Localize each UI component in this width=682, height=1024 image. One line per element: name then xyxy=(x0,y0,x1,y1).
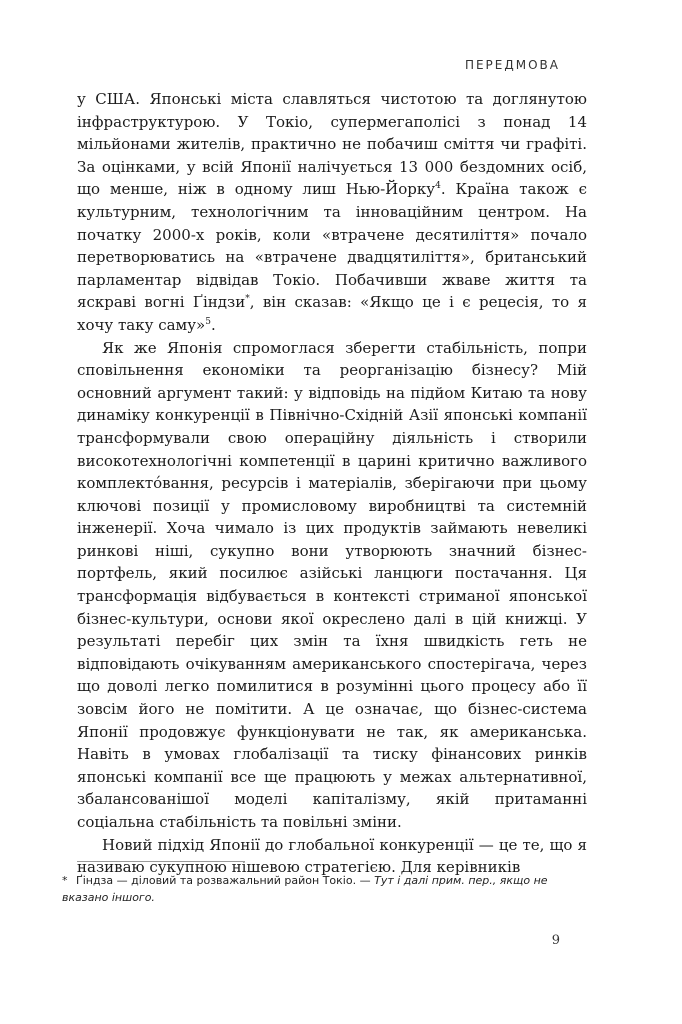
page-number: 9 xyxy=(551,933,560,948)
footnote-divider xyxy=(77,861,245,862)
paragraph-1-end: . xyxy=(210,315,216,334)
endnote-ref-5: 5 xyxy=(205,316,211,327)
endnote-ref-4: 4 xyxy=(435,181,441,192)
paragraph-1-part-3: , він сказав: «Якщо це і є рецесія, то я хочу таку саму» xyxy=(77,293,587,334)
footnote xyxy=(62,872,587,906)
footnote-ref-asterisk: * xyxy=(245,294,250,305)
footnote-mark: * xyxy=(62,874,68,887)
paragraph-2: Як же Японія спромоглася зберегти стабільність, попри сповільнення економіки та реорганізацію бізнесу? Мій основний аргумент такий: у відповідь на підйом Китаю та нову динаміку конкуренції в Північно-Східній Азії японські компанії трансформували свою операційну діяльність і створили високотехнологічні компетенції в царині критично важливого комплектóвання, ресурсів і матеріалів, зберігаючи при цьому ключові позиції у промисловому виробництві та системній інженерії. Хоча чимало із цих продуктів займають невеликі ринкові ніші, сукупно вони утворюють значний бізнес-портфель, який посилює азійські ланцюги постачання. Ця трансформація відбувається в контексті стриманої японської бізнес-культури, основи якої окреслено далі в цій книжці. У результаті перебіг цих змін та їхня швидкість геть не відповідають очікуванням американського спостерігача, через що доволі легко помилитися в розумінні цього процесу або її зовсім його не помітити. А це означає, що бізнес-система Японії продовжує функціонувати не так, як американська. Навіть в умовах глобалізації та тиску фінансових ринків японські компанії все ще працюють у межах альтернативної, збалансованішої моделі капіталізму, якій притаманні соціальна стабільність та повільні зміни. xyxy=(77,338,587,831)
paragraph-1-part-2: . Країна також є культурним, технологічним та інноваційним центром. На початку 2000-х років, коли «втрачене десятиліття» почало перетворюватись на «втрачене двадцятиліття», британський парламентар відвідав Токіо. Побачивши жваве життя та яскраві вогні Ґіндзи xyxy=(77,180,588,312)
paragraph-1 xyxy=(77,88,587,337)
main-text xyxy=(77,88,587,879)
running-head: ПЕРЕДМОВА xyxy=(464,58,560,72)
footnote-note-italic: Тут і далі прим. пер., якщо не вказано іншого. xyxy=(62,874,548,904)
paragraph-3: Новий підхід Японії до глобальної конкуренції — це те, що я називаю сукупною нішевою стратегією. Для керівників xyxy=(77,835,587,877)
footnote-text: Ґіндза — діловий та розважальний район Токіо. — xyxy=(76,874,375,887)
paragraph-1-part-1: у США. Японські міста славляться чистотою та доглянутою інфраструктурою. У Токіо, супермегаполісі з понад 14 мільйонами жителів, практично не побачиш сміття чи графіті. За оцінками, у всій Японії налічується 13 000 бездомних осіб, що менше, ніж в одному лиш Нью-Йорку xyxy=(77,90,587,199)
